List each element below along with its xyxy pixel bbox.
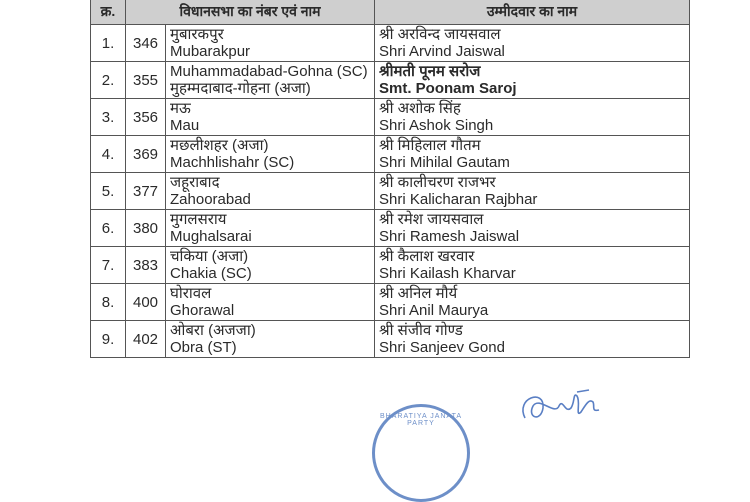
- candidate-hindi: श्री अशोक सिंह: [379, 100, 461, 117]
- constituency-name: [166, 210, 375, 247]
- constituency-number: 400: [126, 284, 166, 321]
- candidate-name: [375, 62, 690, 99]
- header-serial: क्र.: [91, 0, 126, 25]
- serial-number: 8.: [91, 284, 126, 321]
- candidate-english: Shri Kalicharan Rajbhar: [379, 191, 538, 208]
- constituency-line-2: Mubarakpur: [170, 43, 251, 60]
- constituency-line-1: चकिया (अजा): [170, 248, 249, 265]
- constituency-name: [166, 284, 375, 321]
- constituency-line-1: मऊ: [170, 100, 191, 117]
- constituency-line-1: मुबारकपुर: [170, 26, 224, 43]
- candidate-english: Shri Anil Maurya: [379, 302, 489, 319]
- candidate-name: [375, 173, 690, 210]
- table-row: [91, 25, 690, 62]
- table-row: [91, 99, 690, 136]
- constituency-number: 383: [126, 247, 166, 284]
- candidate-name: [375, 99, 690, 136]
- candidate-hindi: श्री अरविन्द जायसवाल: [379, 26, 501, 43]
- candidate-hindi: श्री रमेश जायसवाल: [379, 211, 484, 228]
- constituency-number: 377: [126, 173, 166, 210]
- table-row: [91, 247, 690, 284]
- candidate-name: [375, 284, 690, 321]
- constituency-line-2: Ghorawal: [170, 302, 235, 319]
- candidate-hindi: श्री संजीव गोण्ड: [379, 322, 463, 339]
- constituency-name: [166, 25, 375, 62]
- constituency-number: 356: [126, 99, 166, 136]
- table-row: [91, 284, 690, 321]
- candidate-english: Shri Ramesh Jaiswal: [379, 228, 520, 245]
- serial-number: 6.: [91, 210, 126, 247]
- candidate-table: [90, 0, 690, 358]
- seal-text: BHARATIYA JANATA PARTY: [380, 413, 462, 427]
- constituency-line-1: मछलीशहर (अजा): [170, 137, 269, 154]
- table-row: [91, 210, 690, 247]
- header-constituency: विधानसभा का नंबर एवं नाम: [126, 0, 375, 25]
- constituency-line-2: Obra (ST): [170, 339, 237, 356]
- constituency-name: [166, 247, 375, 284]
- constituency-line-1: मुगलसराय: [170, 211, 227, 228]
- constituency-name: [166, 321, 375, 358]
- table-row: [91, 62, 690, 99]
- candidate-hindi: श्री कैलाश खरवार: [379, 248, 475, 265]
- serial-number: 2.: [91, 62, 126, 99]
- serial-number: 4.: [91, 136, 126, 173]
- serial-number: 5.: [91, 173, 126, 210]
- candidate-name: [375, 247, 690, 284]
- candidate-english: Shri Arvind Jaiswal: [379, 43, 505, 60]
- constituency-line-1: जहूराबाद: [170, 174, 220, 191]
- table-row: [91, 173, 690, 210]
- constituency-name: [166, 62, 375, 99]
- candidate-english: Shri Mihilal Gautam: [379, 154, 510, 171]
- candidate-hindi: श्री अनिल मौर्य: [379, 285, 458, 302]
- candidate-hindi: श्री मिहिलाल गौतम: [379, 137, 481, 154]
- constituency-number: 346: [126, 25, 166, 62]
- serial-number: 9.: [91, 321, 126, 358]
- constituency-line-1: Muhammadabad-Gohna (SC): [170, 63, 368, 80]
- constituency-name: [166, 99, 375, 136]
- table-row: [91, 321, 690, 358]
- candidate-hindi: श्रीमती पूनम सरोज: [379, 63, 481, 80]
- serial-number: 1.: [91, 25, 126, 62]
- table-header: [91, 0, 690, 25]
- candidate-english: Smt. Poonam Saroj: [379, 80, 517, 97]
- candidate-name: [375, 136, 690, 173]
- constituency-number: 380: [126, 210, 166, 247]
- header-candidate: उम्मीदवार का नाम: [375, 0, 690, 25]
- party-seal: [372, 404, 470, 502]
- candidate-name: [375, 321, 690, 358]
- constituency-line-2: Mughalsarai: [170, 228, 252, 245]
- candidate-name: [375, 25, 690, 62]
- signature: [515, 388, 605, 430]
- constituency-line-1: ओबरा (अजजा): [170, 322, 256, 339]
- candidate-english: Shri Kailash Kharvar: [379, 265, 516, 282]
- candidate-hindi: श्री कालीचरण राजभर: [379, 174, 496, 191]
- serial-number: 3.: [91, 99, 126, 136]
- constituency-number: 355: [126, 62, 166, 99]
- candidate-english: Shri Sanjeev Gond: [379, 339, 505, 356]
- constituency-line-2: मुहम्मदाबाद-गोहना (अजा): [170, 80, 311, 97]
- constituency-line-2: Mau: [170, 117, 200, 134]
- constituency-name: [166, 173, 375, 210]
- constituency-line-1: घोरावल: [170, 285, 212, 302]
- serial-number: 7.: [91, 247, 126, 284]
- candidate-name: [375, 210, 690, 247]
- constituency-number: 402: [126, 321, 166, 358]
- constituency-line-2: Zahoorabad: [170, 191, 251, 208]
- table-row: [91, 136, 690, 173]
- constituency-line-2: Chakia (SC): [170, 265, 252, 282]
- constituency-line-2: Machhlishahr (SC): [170, 154, 295, 171]
- constituency-name: [166, 136, 375, 173]
- candidate-english: Shri Ashok Singh: [379, 117, 494, 134]
- constituency-number: 369: [126, 136, 166, 173]
